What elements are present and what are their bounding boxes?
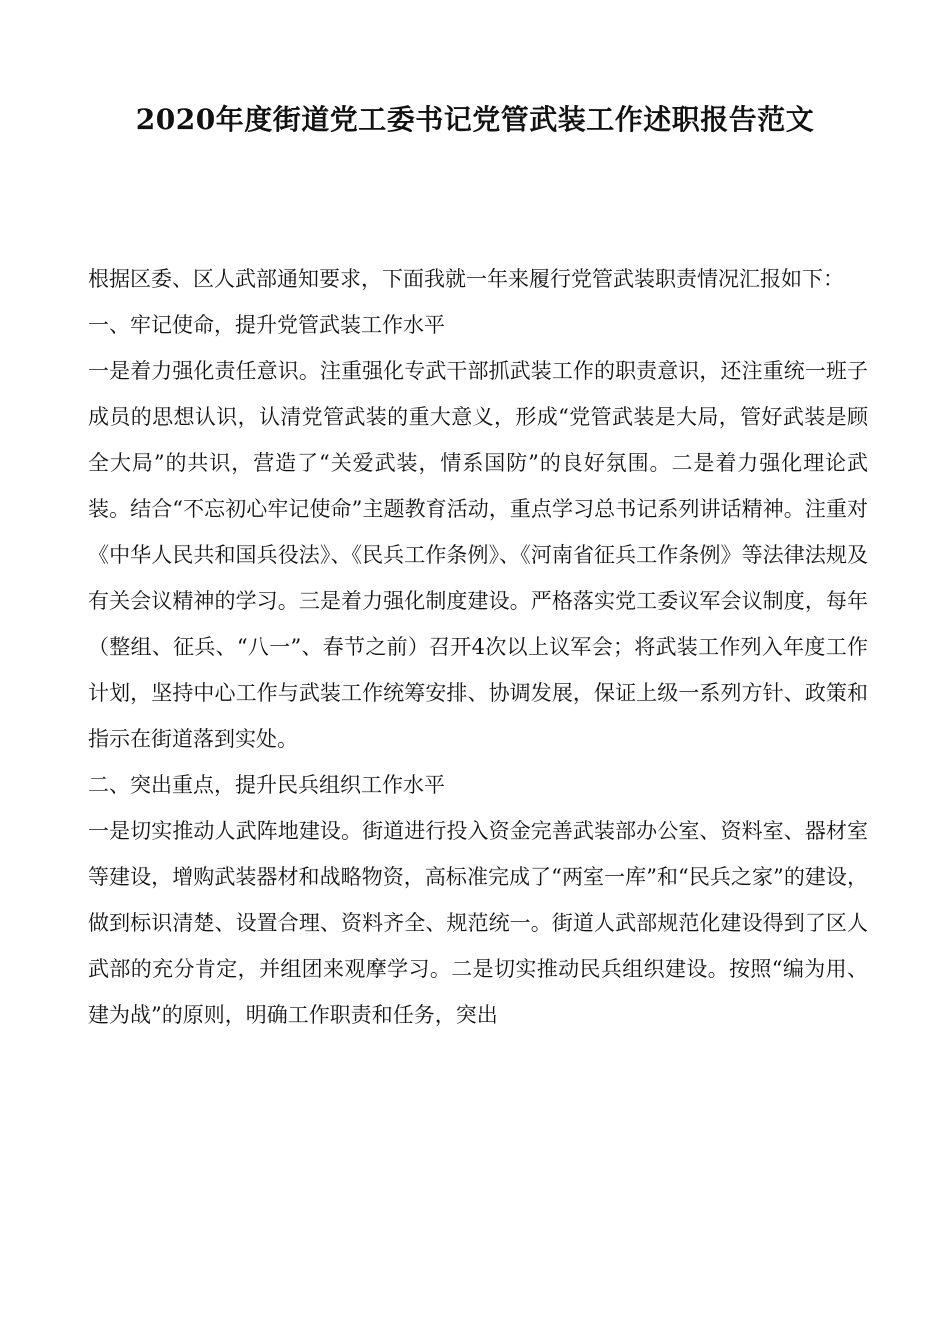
paragraph-intro: 根据区委、区人武部通知要求，下面我就一年来履行党管武装职责情况汇报如下： — [88, 267, 844, 291]
paragraph-section-2: 一是切实推动人武阵地建设。街道进行投入资金完善武装部办公室、资料室、器材室等建设，增购武装器材和战略物资，高标准完成了“两室一库”和“民兵之家”的建设，做到标识清楚、设置合理、资料齐全、规范统一。街道人武部规范化建设得到了区人武部的充分肯定，并组团来观摩学习。二是切实推动民兵组织建设。按照“编为用、建为战”的原则，明确工作职责和任务，突出 — [88, 819, 868, 1027]
paragraph-section-1: 一是着力强化责任意识。注重强化专武干部抓武装工作的职责意识，还注重统一班子成员的思想认识，认清党管武装的重大意义，形成“党管武装是大局，管好武装是顾全大局”的共识，营造了“关爱武装，情系国防”的良好氛围。二是着力强化理论武装。结合“不忘初心牢记使命”主题教育活动，重点学习总书记系列讲话精神。注重对《中华人民共和国兵役法》、《民兵工作条例》、《河南省征兵工作条例》等法律法规及有关会议精神的学习。三是着力强化制度建设。严格落实党工委议军会议制度，每年（整组、征兵、“八一”、春节之前）召开4次以上议军会；将武装工作列入年度工作计划，坚持中心工作与武装工作统筹安排、协调发展，保证上级一系列方针、政策和指示在街道落到实处。 — [88, 359, 868, 751]
section-heading-1: 一、牢记使命，提升党管武装工作水平 — [88, 313, 445, 337]
document-title: 2020年度街道党工委书记党管武装工作述职报告范文 — [135, 103, 815, 136]
section-heading-2: 二、突出重点，提升民兵组织工作水平 — [88, 773, 445, 797]
document-body — [88, 256, 868, 1038]
